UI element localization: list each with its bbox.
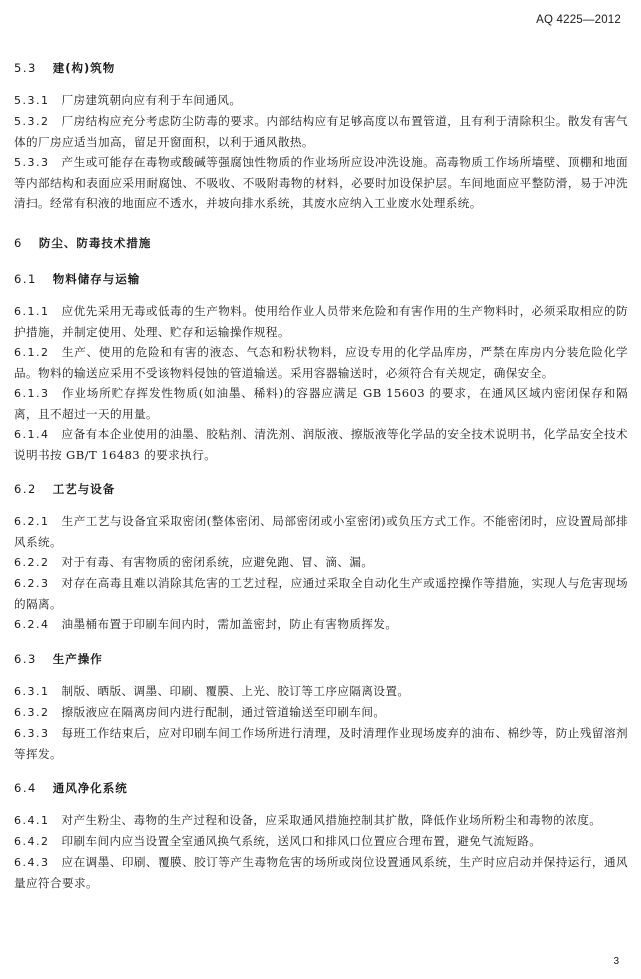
section-heading-5-3 (14, 60, 628, 76)
clause-text: 对产生粉尘、毒物的生产过程和设备，应采取通风措施控制其扩散，降低作业场所粉尘和毒物的浓度。 (61, 813, 602, 827)
document-body (14, 60, 628, 893)
section-number: 6.4 (14, 781, 37, 795)
clause-text: 应在调墨、印刷、覆膜、胶订等产生毒物危害的场所或岗位设置通风系统，生产时应启动并保持运行，通风量应符合要求。 (14, 855, 628, 890)
clause-text: 生产工艺与设备宜采取密闭(整体密闭、局部密闭或小室密闭)或负压方式工作。不能密闭时，应设置局部排风系统。 (14, 514, 628, 549)
clause-text: 对于有毒、有害物质的密闭系统，应避免跑、冒、滴、漏。 (61, 555, 374, 569)
section-title: 物料储存与运输 (52, 272, 141, 286)
clause-6-4-3 (14, 852, 628, 893)
section-number: 6.2 (14, 482, 37, 496)
clause-6-1-4 (14, 424, 628, 465)
clause-text: 产生或可能存在毒物或酸碱等强腐蚀性物质的作业场所应设冲洗设施。高毒物质工作场所墙壁、顶棚和地面等内部结构和表面应采用耐腐蚀、不吸收、不吸附毒物的材料，必要时加设保护层。车间地面应平整防滑，易于冲洗清扫。经常有积液的地面应不透水，并坡向排水系统，其废水应纳入工业废水处理系统。 (14, 155, 628, 210)
clause-6-3-2 (14, 702, 628, 723)
clause-number: 6.4.2 (14, 835, 50, 848)
clause-number: 6.2.1 (14, 515, 50, 528)
section-title: 防尘、防毒技术措施 (38, 236, 152, 250)
clause-number: 6.3.1 (14, 685, 50, 698)
clause-6-3-3 (14, 723, 628, 764)
clause-text: 擦版液应在隔离房间内进行配制，通过管道输送至印刷车间。 (61, 705, 386, 719)
section-heading-6-3 (14, 651, 628, 667)
clause-6-1-1 (14, 301, 628, 342)
clause-text: 制版、晒版、调墨、印刷、覆膜、上光、胶订等工序应隔离设置。 (61, 684, 410, 698)
clause-number: 6.2.4 (14, 618, 50, 631)
clause-number: 6.4.3 (14, 856, 50, 869)
clause-6-2-4 (14, 614, 628, 635)
standard-code: AQ 4225—2012 (536, 14, 621, 26)
clause-number: 5.3.2 (14, 115, 50, 128)
clause-number: 6.1.3 (14, 387, 50, 400)
clause-6-4-2 (14, 831, 628, 852)
clause-text: 油墨桶布置于印刷车间内时，需加盖密封，防止有害物质挥发。 (61, 617, 398, 631)
clause-6-2-3 (14, 573, 628, 614)
clause-number: 6.3.2 (14, 706, 50, 719)
section-title: 通风净化系统 (52, 781, 128, 795)
clause-5-3-2 (14, 111, 628, 152)
clause-text: 厂房结构应充分考虑防尘防毒的要求。内部结构应有足够高度以布置管道，且有利于清除积尘。散发有害气体的厂房应适当加高，留足开窗面积，以利于通风散热。 (14, 114, 628, 149)
clause-number: 6.4.1 (14, 814, 50, 827)
section-number: 6 (14, 236, 23, 250)
clause-text: 应备有本企业使用的油墨、胶粘剂、清洗剂、润版液、擦版液等化学品的安全技术说明书，化学品安全技术说明书按 GB/T 16483 的要求执行。 (14, 427, 628, 462)
section-number: 6.1 (14, 272, 37, 286)
clause-text: 对存在高毒且难以消除其危害的工艺过程，应通过采取全自动化生产或遥控操作等措施，实现人与危害现场的隔离。 (14, 576, 628, 611)
section-heading-6-2 (14, 481, 628, 497)
section-title: 生产操作 (52, 652, 103, 666)
clause-number: 6.2.3 (14, 577, 50, 590)
clause-6-4-1 (14, 810, 628, 831)
section-heading-6 (14, 235, 628, 251)
clause-number: 6.1.1 (14, 305, 50, 318)
clause-number: 6.2.2 (14, 556, 50, 569)
clause-6-1-2 (14, 342, 628, 383)
clause-text: 应优先采用无毒或低毒的生产物料。使用给作业人员带来危险和有害作用的生产物料时，必须采取相应的防护措施，并制定使用、处理、贮存和运输操作规程。 (14, 304, 628, 339)
clause-number: 5.3.1 (14, 94, 50, 107)
clause-6-1-3 (14, 383, 628, 424)
clause-6-2-2 (14, 552, 628, 573)
clause-number: 5.3.3 (14, 156, 50, 169)
section-title: 工艺与设备 (52, 482, 116, 496)
clause-text: 作业场所贮存挥发性物质(如油墨、稀料)的容器应满足 GB 15603 的要求，在通风区域内密闭保存和隔离，且不超过一天的用量。 (14, 386, 628, 421)
clause-5-3-1 (14, 90, 628, 111)
clause-5-3-3 (14, 152, 628, 213)
clause-number: 6.1.4 (14, 428, 50, 441)
section-number: 6.3 (14, 652, 37, 666)
clause-text: 印刷车间内应当设置全室通风换气系统，送风口和排风口位置应合理布置，避免气流短路。 (61, 834, 542, 848)
section-number: 5.3 (14, 61, 37, 75)
clause-6-2-1 (14, 511, 628, 552)
page-number: 3 (613, 956, 619, 967)
section-heading-6-4 (14, 780, 628, 796)
section-heading-6-1 (14, 271, 628, 287)
clause-text: 生产、使用的危险和有害的液态、气态和粉状物料，应设专用的化学品库房，严禁在库房内分装危险化学品。物料的输送应采用不受该物料侵蚀的管道输送。采用容器输送时，必须符合有关规定，确保安全。 (14, 345, 628, 380)
clause-text: 每班工作结束后，应对印刷车间工作场所进行清理，及时清理作业现场废弃的油布、棉纱等，防止残留溶剂等挥发。 (14, 726, 628, 761)
clause-number: 6.3.3 (14, 727, 50, 740)
clause-text: 厂房建筑朝向应有利于车间通风。 (61, 93, 242, 107)
clause-6-3-1 (14, 681, 628, 702)
section-title: 建(构)筑物 (52, 61, 116, 75)
clause-number: 6.1.2 (14, 346, 50, 359)
